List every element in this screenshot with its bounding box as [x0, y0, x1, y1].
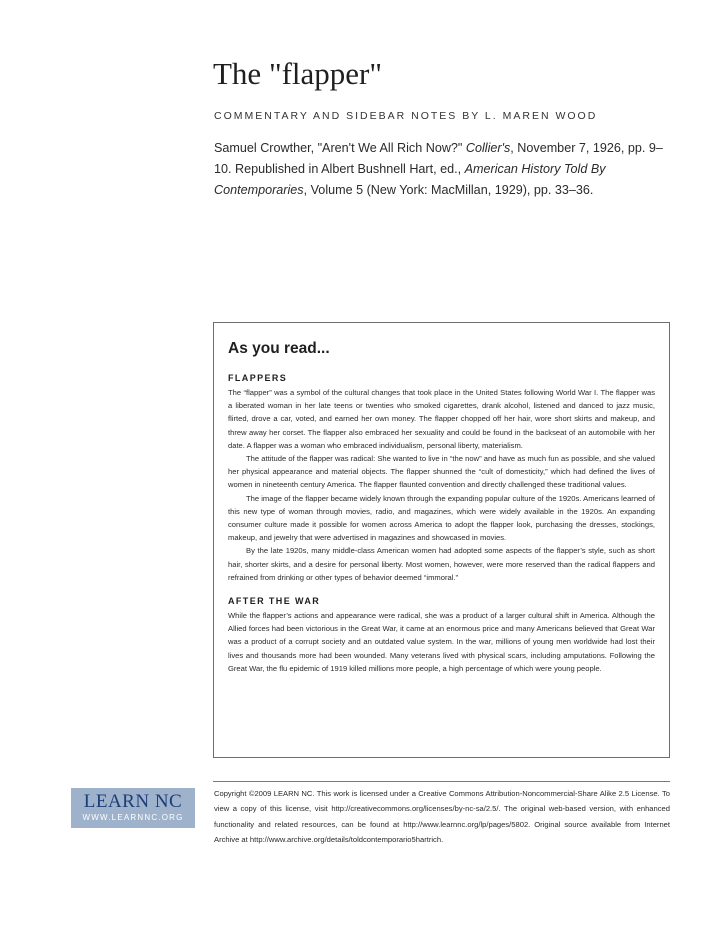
- citation-book: American History Told By Contemporaries: [214, 162, 606, 197]
- citation-text-2: , November 7, 1926, pp. 9–10. Republished in Albert Bushnell Hart, ed.,: [214, 141, 663, 176]
- logo-wordmark: LEARN NC: [83, 791, 183, 812]
- citation-text-1: Samuel Crowther, "Aren't We All Rich Now?": [214, 141, 466, 155]
- page-subtitle: COMMENTARY AND SIDEBAR NOTES BY L. MAREN WOOD: [214, 110, 598, 122]
- citation-journal: Collier's: [465, 141, 511, 155]
- flappers-paragraph-4: By the late 1920s, many middle-class American women had adopted some aspects of the flapper’s style, such as short hair, shorter skirts, and a desire for personal liberty. Most women, however, were more reserved than the radical flappers and refrained from drinking or other types of behavior deemed “immoral.”: [228, 546, 655, 582]
- copyright-notice: Copyright ©2009 LEARN NC. This work is licensed under a Creative Commons Attribution-Noncommercial-Share Alike 2.5 License. To view a copy of this license, visit http://creativecommons.org/licenses/by-nc-sa/2.5/. The original web-based version, with enhanced functionality and related resources, can be found at http://www.learnnc.org/lp/pages/5802. Original source available from Internet Archive at http://www.archive.org/details/toldcontemporario5hartrich.: [214, 789, 670, 845]
- footer-divider: [213, 781, 670, 782]
- page-title: The "flapper": [213, 56, 383, 91]
- flappers-paragraph-1: The “flapper” was a symbol of the cultural changes that took place in the United States following World War I. The flapper was a liberated woman in her late teens or twenties who smoked cigarettes, drank alcohol, listened and danced to jazz music, flirted, drove a car, voted, and earned her own money. The flapper chopped off her hair, wore short skirts and makeup, and threw away her corset. The flapper also embraced her sexuality and could be found in the backseat of an automobile with her date. A flapper was a woman who embraced individualism, personal liberty, materialism.: [228, 388, 655, 450]
- flappers-paragraph-2: The attitude of the flapper was radical: She wanted to live in “the now” and have as much fun as possible, and she valued her physical appearance and material objects. The flapper shunned the “cult of domesticity,” which had defined the lives of women in nineteenth century America. The flapper flaunted convention and directly challenged these traditional values.: [228, 454, 655, 490]
- sidebar-heading: As you read...: [228, 340, 330, 357]
- as-you-read-sidebar: [213, 322, 670, 758]
- after-the-war-paragraph-1: While the flapper’s actions and appearance were radical, she was a product of a larger cultural shift in America. Although the Allied forces had been victorious in the Great War, it came at an enormous price and many Americans believed that Great War was a product of a corrupt society and an outdated value system. In the war, millions of young men worldwide had lost their lives and thousands more had been wounded. Many veterans lived with physical scars, including amputations. Following the Great War, the flu epidemic of 1919 killed millions more people, a high percentage of which were young people.: [228, 611, 655, 673]
- section-heading-after-the-war: AFTER THE WAR: [228, 596, 321, 607]
- logo-url: WWW.LEARNNC.ORG: [82, 813, 184, 822]
- section-heading-flappers: FLAPPERS: [228, 373, 288, 383]
- citation-text-3: , Volume 5 (New York: MacMillan, 1929), pp. 33–36.: [303, 183, 594, 197]
- source-citation: [214, 138, 674, 201]
- flappers-paragraph-3: The image of the flapper became widely known through the expanding popular culture of the 1920s. Americans learned of this new type of woman through movies, radio, and magazines, which were widely available in the 1920s. An expanding consumer culture made it possible for women across America to adopt the flapper look, purchasing the dresses, stockings, makeup, and jewelry that were advertised in magazines and showcased in movies.: [228, 493, 655, 543]
- learnnc-logo[interactable]: [71, 788, 195, 828]
